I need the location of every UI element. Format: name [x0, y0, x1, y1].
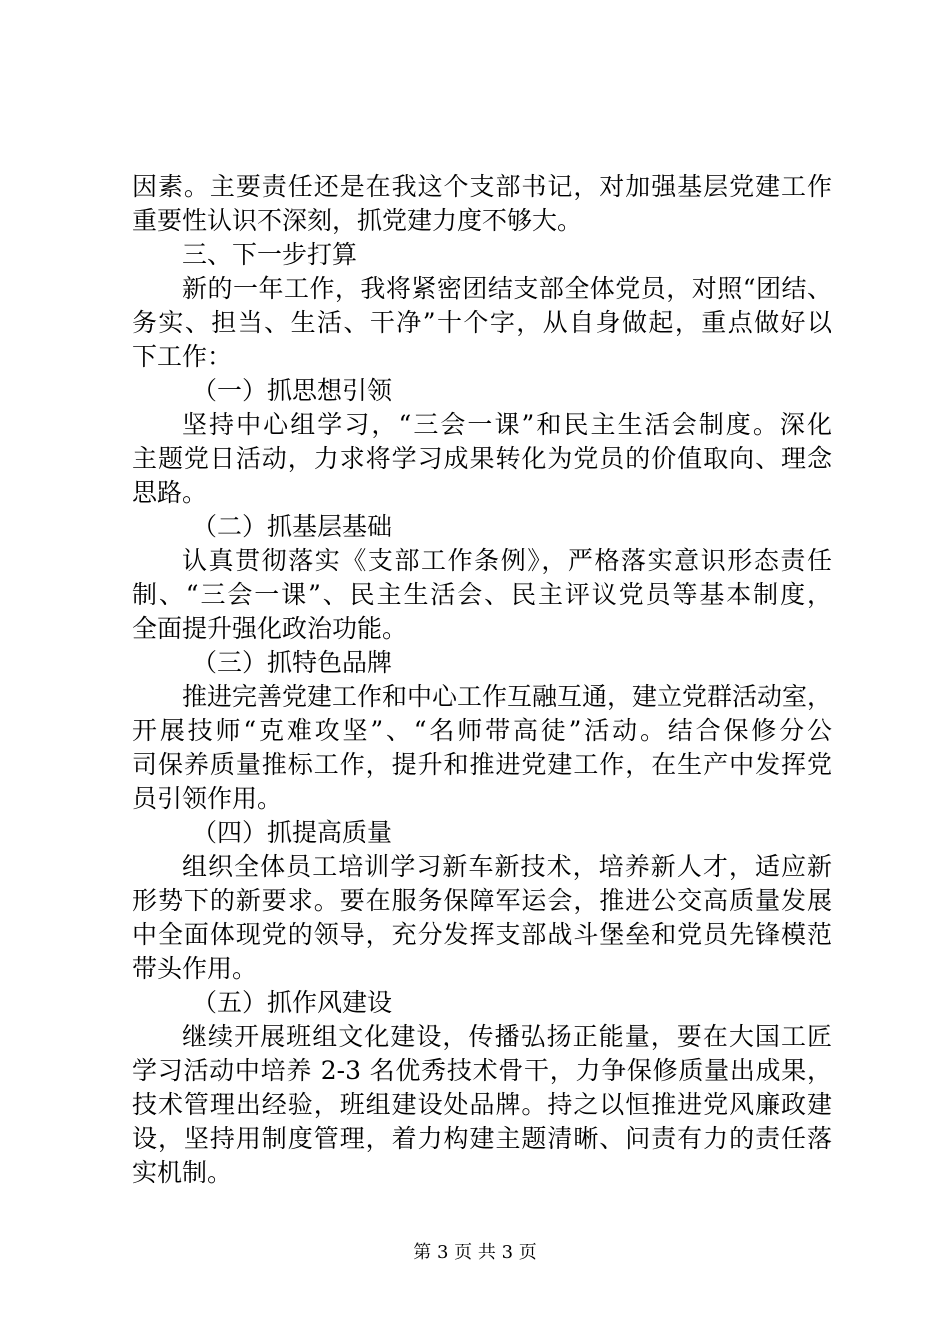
- text-line: 继续开展班组文化建设，传播弘扬正能量，要在大国工匠: [182, 1022, 832, 1051]
- text-line: 新的一年工作，我将紧密团结支部全体党员，对照“团结、: [182, 274, 832, 303]
- page-footer: 第 3 页 共 3 页: [413, 1242, 537, 1263]
- text-line: 重要性认识不深刻，抓党建力度不够大。: [132, 206, 583, 235]
- text-line: 员引领作用。: [132, 784, 283, 813]
- text-line: 三、下一步打算: [182, 240, 358, 269]
- document-body: [132, 170, 832, 1190]
- text-line: 形势下的新要求。要在服务保障军运会，推进公交高质量发展: [132, 886, 832, 915]
- text-line: 推进完善党建工作和中心工作互融互通，建立党群活动室，: [182, 682, 833, 711]
- text-line: （三）抓特色品牌: [192, 648, 393, 677]
- text-line: （五）抓作风建设: [192, 988, 393, 1017]
- text-line: （四）抓提高质量: [192, 818, 393, 847]
- text-line: 带头作用。: [132, 954, 258, 983]
- text-line: 设，坚持用制度管理，着力构建主题清晰、问责有力的责任落: [132, 1124, 832, 1153]
- text-line: 认真贯彻落实《支部工作条例》，严格落实意识形态责任: [182, 546, 832, 575]
- text-line: 因素。主要责任还是在我这个支部书记，对加强基层党建工作: [132, 172, 832, 201]
- text-line: 司保养质量推标工作，提升和推进党建工作，在生产中发挥党: [132, 750, 832, 779]
- text-line: 思路。: [132, 478, 208, 507]
- text-line: 全面提升强化政治功能。: [132, 614, 408, 643]
- text-line: 中全面体现党的领导，充分发挥支部战斗堡垒和党员先锋模范: [132, 920, 832, 949]
- text-line: （二）抓基层基础: [192, 512, 393, 541]
- text-line: 下工作：: [132, 342, 233, 371]
- text-line: 制、“三会一课”、民主生活会、民主评议党员等基本制度，: [132, 580, 832, 609]
- text-line: 主题党日活动，力求将学习成果转化为党员的价值取向、理念: [132, 444, 832, 473]
- text-line: 实机制。: [132, 1158, 233, 1187]
- text-line: 务实、担当、生活、干净”十个字，从自身做起，重点做好以: [132, 308, 832, 337]
- text-line: 技术管理出经验，班组建设处品牌。持之以恒推进党风廉政建: [132, 1090, 832, 1119]
- text-line: 学习活动中培养 2-3 名优秀技术骨干，力争保修质量出成果，: [132, 1056, 832, 1085]
- text-line: 开展技师“克难攻坚”、“名师带高徒”活动。结合保修分公: [132, 716, 832, 745]
- text-line: 组织全体员工培训学习新车新技术，培养新人才，适应新: [182, 852, 832, 881]
- text-line: （一）抓思想引领: [192, 376, 393, 405]
- text-line: 坚持中心组学习，“三会一课”和民主生活会制度。深化: [182, 410, 832, 439]
